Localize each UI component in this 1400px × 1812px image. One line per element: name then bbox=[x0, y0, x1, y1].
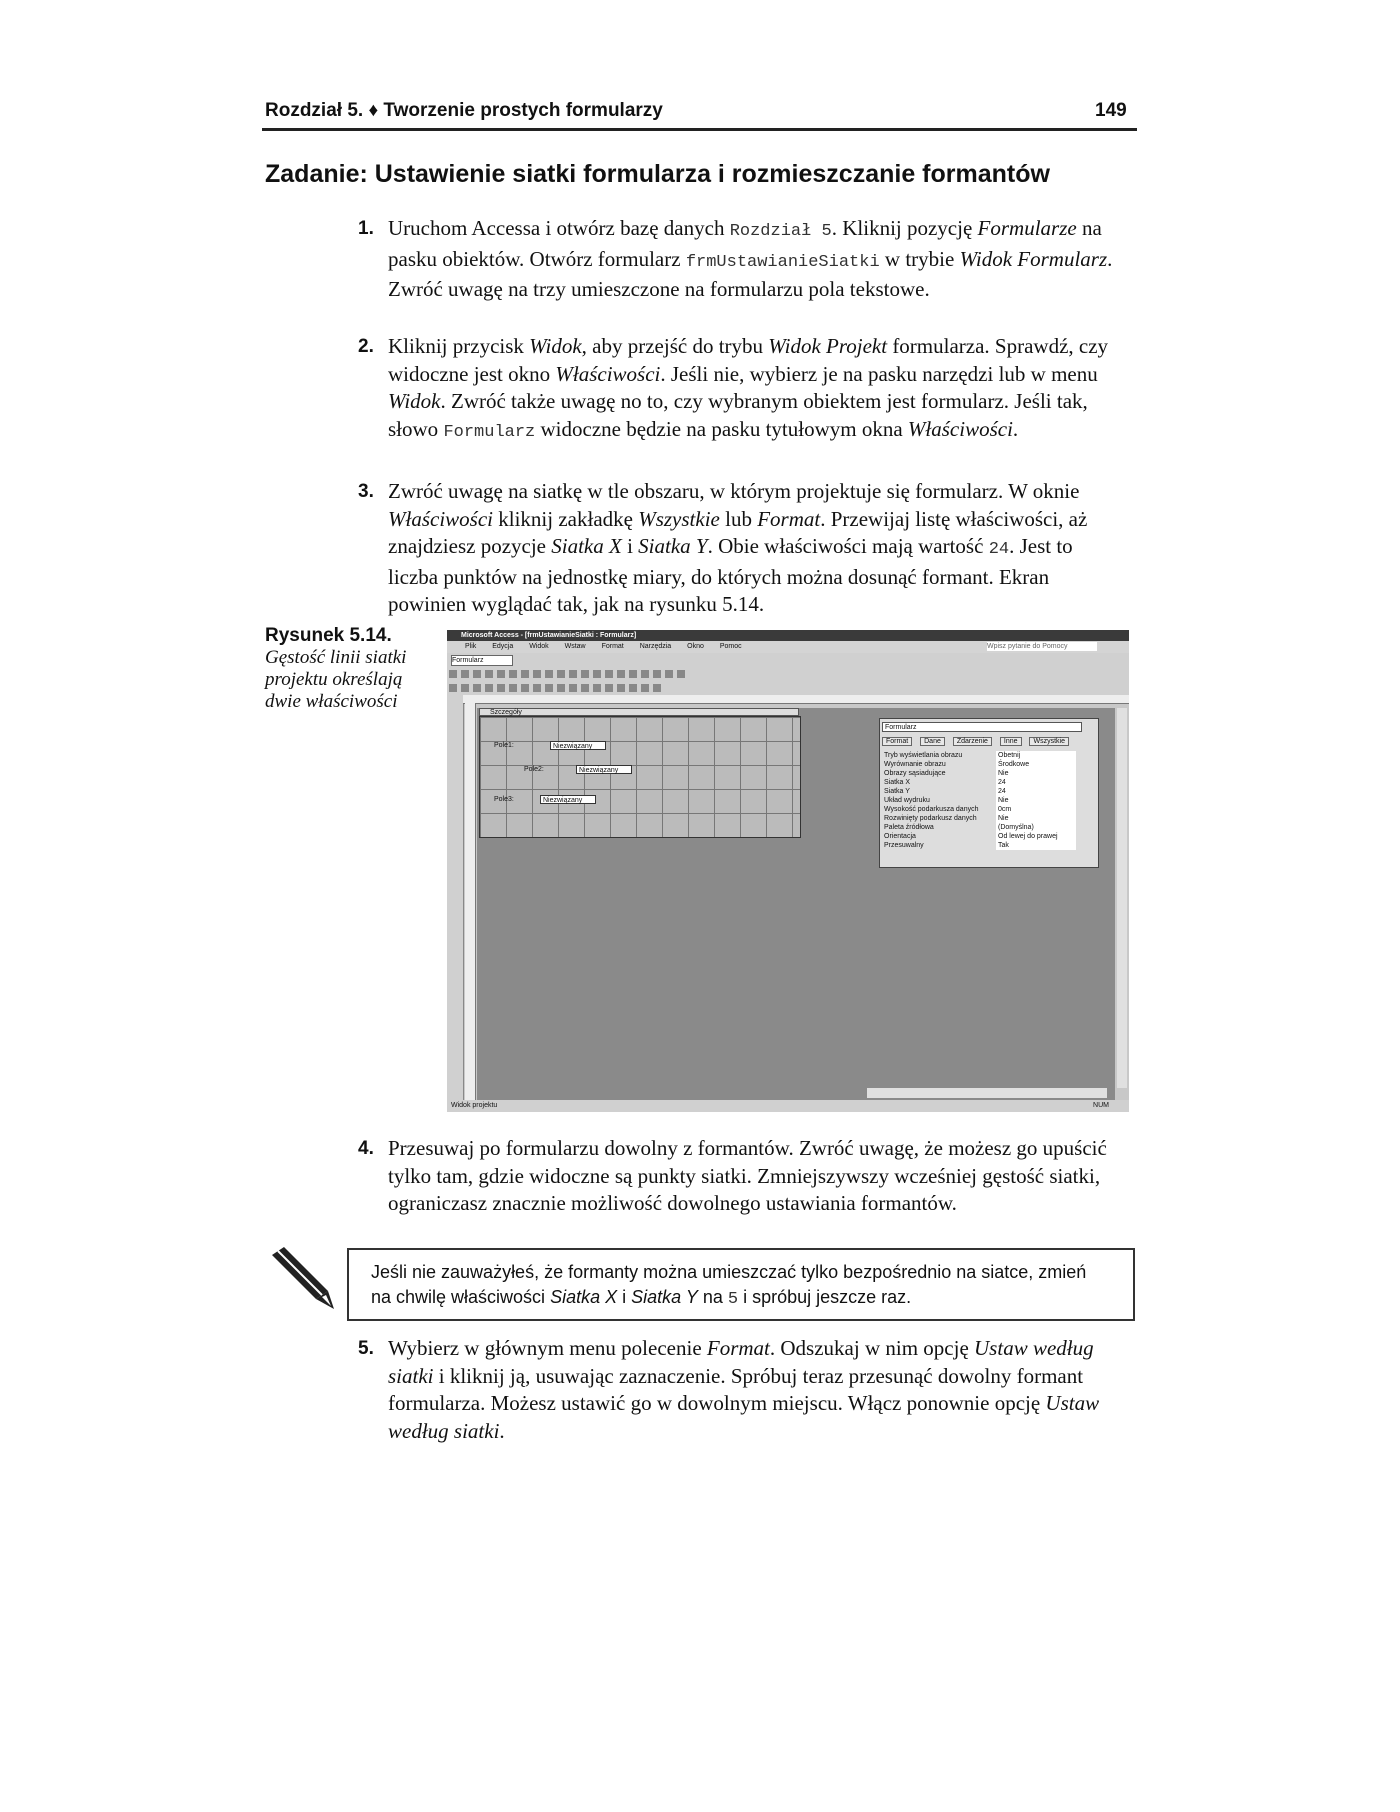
standard-toolbar bbox=[447, 681, 1129, 696]
window-titlebar: Microsoft Access - [frmUstawianieSiatki : Formularz] bbox=[447, 630, 1129, 641]
formatting-toolbar bbox=[447, 653, 1129, 668]
tab-event: Zdarzenie bbox=[953, 737, 992, 746]
property-row: Rozwinięty podarkusz danych Nie bbox=[884, 814, 1076, 823]
property-row: Paleta źródłowa (Domyślna) bbox=[884, 823, 1076, 832]
step-text: Przesuwaj po formularzu dowolny z formantów. Zwróć uwagę, że możesz go upuścić tylko tam, gdzie widoczne są punkty siatki. Zmniejszywszy wcześniej gęstość siatki, ograniczasz znacznie możliwość dowolnego ustawiania formantów. bbox=[388, 1136, 1107, 1215]
menu-item: Pomoc bbox=[719, 643, 742, 650]
menu-bar bbox=[447, 641, 1129, 653]
horizontal-scrollbar bbox=[867, 1088, 1107, 1098]
property-row: Tryb wyświetlania obrazu Obetnij bbox=[884, 751, 1076, 760]
step-number: 4. bbox=[358, 1138, 374, 1159]
horizontal-ruler bbox=[463, 695, 1129, 704]
menu-item: Narzędzia bbox=[639, 643, 672, 650]
detail-section-bar: Szczegóły bbox=[479, 708, 799, 716]
control-label: Pole1: bbox=[494, 742, 514, 749]
figure-caption bbox=[265, 625, 425, 713]
step-2 bbox=[358, 333, 1118, 446]
text-control: Niezwiązany bbox=[540, 795, 596, 804]
section-title: Zadanie: Ustawienie siatki formularza i rozmieszczanie formantów bbox=[265, 160, 1050, 188]
running-header-chapter: Rozdział 5. ♦ Tworzenie prostych formularzy bbox=[265, 100, 663, 121]
step-3 bbox=[358, 478, 1118, 619]
status-right: NUM bbox=[1093, 1102, 1109, 1109]
step-4 bbox=[358, 1135, 1118, 1218]
control-label: Pole3: bbox=[494, 796, 514, 803]
object-selector: Formularz bbox=[882, 722, 1082, 732]
toolbox bbox=[447, 695, 464, 1100]
step-1 bbox=[358, 215, 1118, 304]
property-row: Siatka Y 24 bbox=[884, 787, 1076, 796]
figure-caption-text: Gęstość linii siatki projektu określają dwie właściwości bbox=[265, 647, 407, 712]
property-row: Siatka X 24 bbox=[884, 778, 1076, 787]
property-row: Orientacja Od lewej do prawej bbox=[884, 832, 1076, 841]
property-row: Wyrównanie obrazu Środkowe bbox=[884, 760, 1076, 769]
tab-other: Inne bbox=[1000, 737, 1022, 746]
object-box: Formularz bbox=[451, 655, 513, 666]
design-toolbar bbox=[447, 667, 1129, 682]
step-text: Zwróć uwagę na siatkę w tle obszaru, w którym projektuje się formularz. W oknie Właściwości kliknij zakładkę Wszystkie lub Format. Przewijaj listę właściwości, aż znajdziesz pozycje Siatka X i Siatka Y. Obie właściwości mają wartość 24. Jest to liczba punktów na jednostkę miary, do których można dosunąć formant. Ekran powinien wyglądać tak, jak na rysunku 5.14. bbox=[388, 479, 1088, 616]
figure-screenshot bbox=[447, 630, 1129, 1112]
menu-item: Okno bbox=[687, 643, 704, 650]
menu-item: Format bbox=[601, 643, 624, 650]
status-left: Widok projektu bbox=[451, 1102, 498, 1109]
properties-tabs bbox=[882, 737, 1094, 747]
step-number: 2. bbox=[358, 336, 374, 357]
text-control: Niezwiązany bbox=[550, 741, 606, 750]
text-control: Niezwiązany bbox=[576, 765, 632, 774]
step-number: 5. bbox=[358, 1338, 374, 1359]
property-row: Układ wydruku Nie bbox=[884, 796, 1076, 805]
step-5 bbox=[358, 1335, 1118, 1445]
step-text: Wybierz w głównym menu polecenie Format. Odszukaj w nim opcję Ustaw według siatki i kliknij ją, usuwając zaznaczenie. Spróbuj teraz przesunąć dowolny formant formularza. Możesz ustawić go w dowolnym miejscu. Włącz ponownie opcję Ustaw według siatki. bbox=[388, 1336, 1100, 1443]
properties-window bbox=[879, 718, 1099, 868]
step-number: 3. bbox=[358, 481, 374, 502]
vertical-ruler bbox=[465, 703, 476, 1100]
step-text: Uruchom Accessa i otwórz bazę danych Rozdział 5. Kliknij pozycję Formularze na pasku obiektów. Otwórz formularz frmUstawianieSiatki w trybie Widok Formularz. Zwróć uwagę na trzy umieszczone na formularzu pola tekstowe. bbox=[388, 216, 1113, 301]
property-row: Obrazy sąsiadujące Nie bbox=[884, 769, 1076, 778]
vertical-scrollbar bbox=[1117, 708, 1127, 1088]
step-number: 1. bbox=[358, 218, 374, 239]
property-row: Wysokość podarkusza danych 0cm bbox=[884, 805, 1076, 814]
menu-item: Wstaw bbox=[564, 643, 586, 650]
properties-list bbox=[884, 751, 1076, 850]
menu-item: Widok bbox=[529, 643, 549, 650]
help-box: Wpisz pytanie do Pomocy bbox=[987, 642, 1097, 651]
form-design-grid bbox=[479, 716, 801, 838]
menu-item: Plik bbox=[465, 643, 477, 650]
note-box: Jeśli nie zauważyłeś, że formanty można umieszczać tylko bezpośrednio na siatce, zmień na chwilę właściwości Siatka X i Siatka Y na 5 i spróbuj jeszcze raz. bbox=[347, 1248, 1135, 1321]
header-rule bbox=[262, 128, 1137, 131]
tab-format: Format bbox=[882, 737, 912, 746]
property-row: Przesuwalny Tak bbox=[884, 841, 1076, 850]
pencil-icon bbox=[268, 1245, 336, 1313]
figure-label: Rysunek 5.14. bbox=[265, 625, 392, 646]
page-number: 149 bbox=[1095, 100, 1127, 121]
tab-all: Wszystkie bbox=[1029, 737, 1069, 746]
step-text: Kliknij przycisk Widok, aby przejść do trybu Widok Projekt formularza. Sprawdź, czy widoczne jest okno Właściwości. Jeśli nie, wybierz je na pasku narzędzi lub w menu Widok. Zwróć także uwagę no to, czy wybranym obiektem jest formularz. Jeśli tak, słowo Formularz widoczne będzie na pasku tytułowym okna Właściwości. bbox=[388, 334, 1109, 442]
menu-item: Edycja bbox=[492, 643, 514, 650]
tab-data: Dane bbox=[920, 737, 945, 746]
control-label: Pole2: bbox=[524, 766, 544, 773]
status-bar bbox=[447, 1100, 1129, 1112]
